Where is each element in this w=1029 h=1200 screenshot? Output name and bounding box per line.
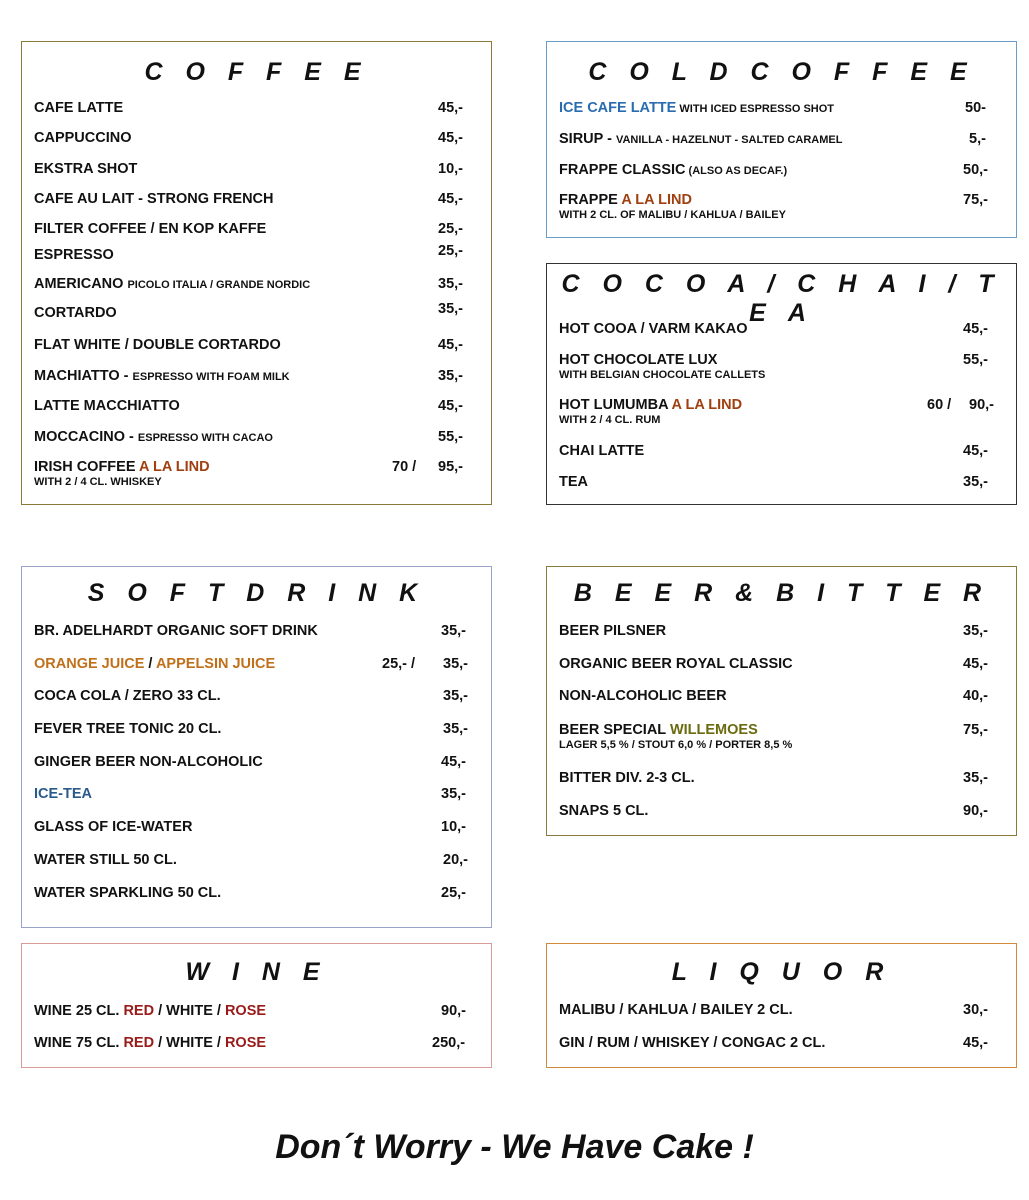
menu-item: WATER STILL 50 CL. 20,-	[34, 852, 468, 868]
menu-item: GLASS OF ICE-WATER 10,-	[34, 819, 466, 835]
liquor-title: L I Q U O R	[671, 958, 892, 986]
menu-item: ICE-TEA 35,-	[34, 786, 466, 802]
menu-item: ORGANIC BEER ROYAL CLASSIC 45,-	[559, 656, 988, 672]
menu-item: WINE 75 CL. RED / WHITE / ROSE 250,-	[34, 1035, 466, 1051]
menu-item: FLAT WHITE / DOUBLE CORTARDO 45,-	[34, 337, 463, 353]
slogan: Don´t Worry - We Have Cake !	[275, 1128, 754, 1166]
menu-item: HOT LUMUMBA A LA LIND WITH 2 / 4 CL. RUM 60 / 90,-	[559, 397, 994, 426]
liquor-section	[546, 943, 1017, 1068]
cold-coffee-section	[546, 41, 1017, 238]
menu-item: EKSTRA SHOT 10,-	[34, 161, 463, 177]
menu-item: CAFE LATTE 45,-	[34, 100, 463, 116]
menu-item: CHAI LATTE 45,-	[559, 443, 988, 459]
menu-item: SIRUP - VANILLA - HAZELNUT - SALTED CARAMEL 5,-	[559, 131, 986, 147]
menu-item: FEVER TREE TONIC 20 CL. 35,-	[34, 721, 468, 737]
wine-title: W I N E	[185, 958, 328, 986]
beer-bitter-section	[546, 566, 1017, 836]
menu-item: WATER SPARKLING 50 CL. 25,-	[34, 885, 466, 901]
menu-item: FRAPPE A LA LIND WITH 2 CL. OF MALIBU / KAHLUA / BAILEY 75,-	[559, 192, 988, 221]
menu-item: LATTE MACCHIATTO 45,-	[34, 398, 463, 414]
wine-section	[21, 943, 492, 1068]
coffee-section	[21, 41, 492, 505]
soft-drink-section	[21, 566, 492, 928]
menu-item: BEER PILSNER 35,-	[559, 623, 988, 639]
cocoa-chai-tea-section	[546, 263, 1017, 505]
coffee-title: C O F F E E	[144, 58, 369, 86]
menu-item: SNAPS 5 CL. 90,-	[559, 803, 988, 819]
menu-item: ORANGE JUICE / APPELSIN JUICE 25,- / 35,-	[34, 656, 468, 672]
menu-item: MALIBU / KAHLUA / BAILEY 2 CL. 30,-	[559, 1002, 988, 1018]
menu-item: MACHIATTO - ESPRESSO WITH FOAM MILK 35,-	[34, 368, 463, 384]
menu-item: MOCCACINO - ESPRESSO WITH CACAO 55,-	[34, 429, 463, 445]
menu-item: BEER SPECIAL WILLEMOES LAGER 5,5 % / STOUT 6,0 % / PORTER 8,5 % 75,-	[559, 722, 988, 751]
menu-item: BR. ADELHARDT ORGANIC SOFT DRINK 35,-	[34, 623, 466, 639]
menu-item: CAPPUCCINO 45,-	[34, 130, 463, 146]
soft-drink-title: S O F T D R I N K	[87, 579, 426, 607]
menu-item: TEA 35,-	[559, 474, 988, 490]
menu-item: HOT CHOCOLATE LUX WITH BELGIAN CHOCOLATE CALLETS 55,-	[559, 352, 988, 381]
menu-item: COCA COLA / ZERO 33 CL. 35,-	[34, 688, 468, 704]
menu-item: ICE CAFE LATTE WITH ICED ESPRESSO SHOT 50-	[559, 100, 986, 116]
menu-item: CAFE AU LAIT - STRONG FRENCH 45,-	[34, 191, 463, 207]
menu-item: FILTER COFFEE / EN KOP KAFFE 25,-	[34, 221, 463, 237]
menu-item: IRISH COFFEE A LA LIND WITH 2 / 4 CL. WHISKEY 70 / 95,-	[34, 459, 463, 488]
menu-item: BITTER DIV. 2-3 CL. 35,-	[559, 770, 988, 786]
menu-item: WINE 25 CL. RED / WHITE / ROSE 90,-	[34, 1003, 466, 1019]
menu-item: ESPRESSO 25,-	[34, 243, 463, 263]
menu-item: NON-ALCOHOLIC BEER 40,-	[559, 688, 988, 704]
menu-item: HOT COOA / VARM KAKAO 45,-	[559, 321, 988, 337]
menu-item: GINGER BEER NON-ALCOHOLIC 45,-	[34, 754, 466, 770]
menu-item: GIN / RUM / WHISKEY / CONGAC 2 CL. 45,-	[559, 1035, 988, 1051]
menu-item: AMERICANO PICOLO ITALIA / GRANDE NORDIC 35,-	[34, 276, 463, 292]
cold-coffee-title: C O L D C O F F E E	[588, 58, 975, 86]
menu-item: FRAPPE CLASSIC (ALSO AS DECAF.) 50,-	[559, 162, 988, 178]
cocoa-title: C O C O A / C H A I / T E A	[561, 270, 1002, 327]
beer-title: B E E R & B I T T E R	[573, 579, 990, 607]
menu-item: CORTARDO 35,-	[34, 301, 463, 321]
